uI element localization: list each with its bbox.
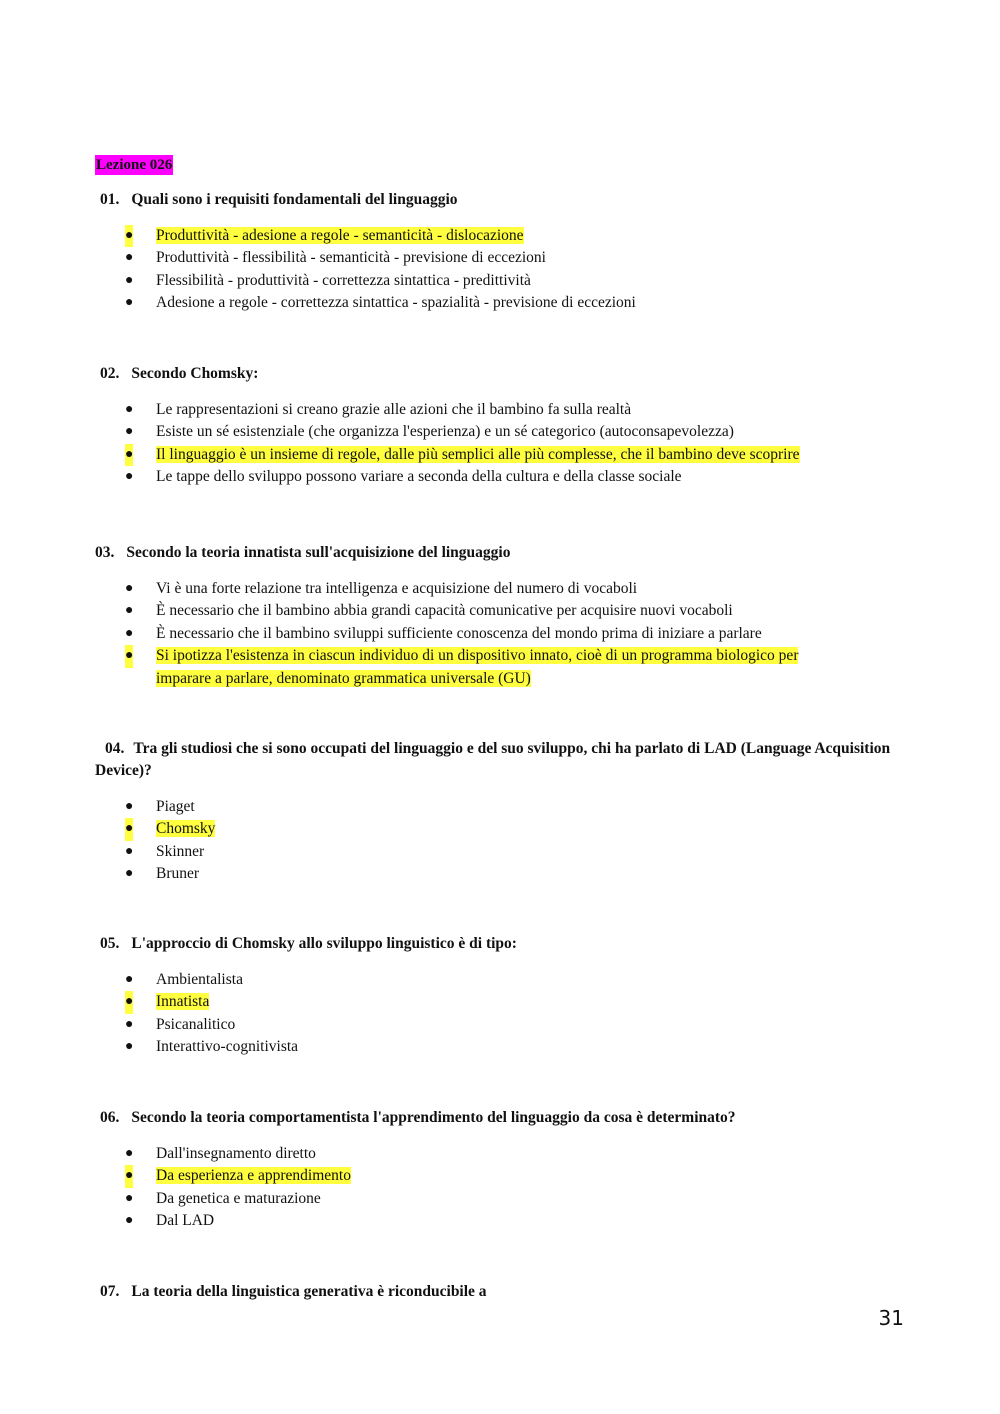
bullet-icon: ● bbox=[125, 444, 133, 466]
answer-text: Produttività - flessibilità - semanticità - previsione di eccezioni bbox=[156, 249, 546, 267]
answer-text: Da genetica e maturazione bbox=[156, 1189, 321, 1207]
answer-text: Esiste un sé esistenziale (che organizza l'esperienza) e un sé categorico (autoconsapevolezza) bbox=[156, 423, 734, 441]
answer-text: Le tappe dello sviluppo possono variare a seconda della cultura e della classe sociale bbox=[156, 468, 682, 486]
question-text: Secondo Chomsky: bbox=[131, 365, 259, 382]
bullet-icon: ● bbox=[125, 603, 134, 619]
answer-text: Dall'insegnamento diretto bbox=[156, 1145, 316, 1162]
answer-text: È necessario che il bambino abbia grandi capacità comunicative per acquisire nuovi vocaboli bbox=[156, 602, 733, 620]
answer-option bbox=[0, 466, 876, 488]
answer-option bbox=[0, 623, 896, 645]
question-number: 06. bbox=[100, 1109, 120, 1126]
answer-list bbox=[0, 399, 896, 489]
answer-option bbox=[0, 1165, 876, 1187]
answer-list bbox=[0, 796, 876, 886]
answer-option bbox=[0, 444, 896, 466]
question-number: 07. bbox=[100, 1283, 120, 1300]
answer-text: Dal LAD bbox=[156, 1212, 215, 1230]
bullet-icon: ● bbox=[125, 272, 134, 288]
question-number: 03. bbox=[95, 544, 115, 561]
question bbox=[95, 542, 885, 564]
bullet-icon: ● bbox=[125, 581, 134, 596]
bullet-icon: ● bbox=[125, 625, 134, 641]
question bbox=[100, 933, 890, 955]
answer-option bbox=[0, 292, 876, 314]
answer-option bbox=[0, 969, 876, 991]
answer-list bbox=[0, 969, 876, 1059]
bullet-icon: ● bbox=[125, 1190, 134, 1206]
answer-option bbox=[0, 796, 876, 818]
bullet-icon: ● bbox=[125, 250, 134, 266]
question-text: Secondo la teoria innatista sull'acquisizione del linguaggio bbox=[126, 544, 511, 561]
answer-option bbox=[0, 399, 876, 421]
bullet-icon: ● bbox=[125, 225, 133, 247]
answer-list bbox=[0, 578, 896, 690]
question-text: Secondo la teoria comportamentista l'apprendimento del linguaggio da cosa è determinato? bbox=[131, 1109, 736, 1126]
answer-option bbox=[0, 600, 876, 622]
answer-text: Da esperienza e apprendimento bbox=[156, 1167, 351, 1185]
bullet-icon: ● bbox=[125, 295, 134, 311]
answer-text: Adesione a regole - correttezza sintattica - spazialità - previsione di eccezioni bbox=[156, 294, 636, 312]
answer-option bbox=[0, 1036, 876, 1058]
bullet-icon: ● bbox=[125, 818, 133, 840]
answer-option bbox=[0, 818, 876, 840]
bullet-icon: ● bbox=[125, 843, 134, 859]
bullet-icon: ● bbox=[125, 424, 134, 440]
answer-text: Skinner bbox=[156, 842, 205, 860]
bullet-icon: ● bbox=[125, 1016, 134, 1032]
question-number: 01. bbox=[100, 191, 120, 208]
lesson-title: Lezione 026 bbox=[96, 157, 173, 173]
answer-option bbox=[0, 578, 876, 600]
bullet-icon: ● bbox=[125, 991, 133, 1013]
answer-text: È necessario che il bambino sviluppi sufficiente conoscenza del mondo prima di iniziare a parlare bbox=[156, 624, 762, 642]
bullet-icon: ● bbox=[125, 1213, 134, 1229]
answer-text: Psicanalitico bbox=[156, 1015, 236, 1033]
answer-text: Bruner bbox=[156, 865, 200, 883]
answer-option bbox=[0, 1188, 876, 1210]
answer-text: Innatista bbox=[156, 993, 210, 1011]
answer-text: Vi è una forte relazione tra intelligenza e acquisizione del numero di vocaboli bbox=[156, 580, 638, 597]
bullet-icon: ● bbox=[125, 1165, 133, 1187]
answer-option bbox=[0, 225, 876, 247]
answer-list bbox=[0, 225, 876, 315]
bullet-icon: ● bbox=[125, 1146, 134, 1161]
question bbox=[100, 363, 890, 385]
page-number: 31 bbox=[878, 1306, 904, 1330]
answer-text: Chomsky bbox=[156, 820, 216, 838]
answer-option bbox=[0, 270, 876, 292]
question-number: 04. bbox=[105, 740, 125, 757]
answer-option bbox=[0, 1210, 876, 1232]
question-text: Quali sono i requisiti fondamentali del linguaggio bbox=[131, 191, 458, 208]
answer-option bbox=[0, 991, 876, 1013]
question-number: 05. bbox=[100, 935, 120, 952]
answer-option bbox=[0, 421, 876, 443]
bullet-icon: ● bbox=[125, 645, 133, 667]
bullet-icon: ● bbox=[125, 799, 134, 814]
answer-text: Il linguaggio è un insieme di regole, dalle più semplici alle più complesse, che il bambino deve scoprire bbox=[156, 445, 800, 463]
question bbox=[100, 1107, 900, 1129]
answer-text: Piaget bbox=[156, 798, 195, 815]
bullet-icon: ● bbox=[125, 972, 134, 987]
answer-text: Flessibilità - produttività - correttezza sintattica - predittività bbox=[156, 271, 531, 289]
answer-text: Si ipotizza l'esistenza in ciascun individuo di un dispositivo innato, cioè di un programma biologico per imparare a parlare, denominato grammatica universale (GU) bbox=[156, 647, 799, 687]
answer-text: Ambientalista bbox=[156, 971, 243, 988]
answer-list bbox=[0, 1143, 876, 1233]
answer-text: Produttività - adesione a regole - semanticità - dislocazione bbox=[156, 227, 524, 244]
answer-option bbox=[0, 841, 876, 863]
question-text: Tra gli studiosi che si sono occupati del linguaggio e del suo sviluppo, chi ha parlato di LAD (Language Acquisition Device)? bbox=[95, 740, 891, 779]
answer-option bbox=[0, 863, 876, 885]
question bbox=[100, 1281, 890, 1303]
question bbox=[100, 189, 890, 211]
answer-option bbox=[0, 247, 876, 269]
bullet-icon: ● bbox=[125, 469, 134, 485]
answer-option bbox=[0, 645, 856, 690]
bullet-icon: ● bbox=[125, 402, 134, 417]
question bbox=[95, 738, 895, 782]
bullet-icon: ● bbox=[125, 1039, 134, 1055]
question-text: La teoria della linguistica generativa è riconducibile a bbox=[131, 1283, 487, 1300]
answer-text: Le rappresentazioni si creano grazie alle azioni che il bambino fa sulla realtà bbox=[156, 401, 632, 418]
question-number: 02. bbox=[100, 365, 120, 382]
bullet-icon: ● bbox=[125, 866, 134, 882]
answer-option bbox=[0, 1014, 876, 1036]
question-text: L'approccio di Chomsky allo sviluppo linguistico è di tipo: bbox=[131, 935, 517, 952]
answer-text: Interattivo-cognitivista bbox=[156, 1038, 299, 1056]
answer-option bbox=[0, 1143, 876, 1165]
